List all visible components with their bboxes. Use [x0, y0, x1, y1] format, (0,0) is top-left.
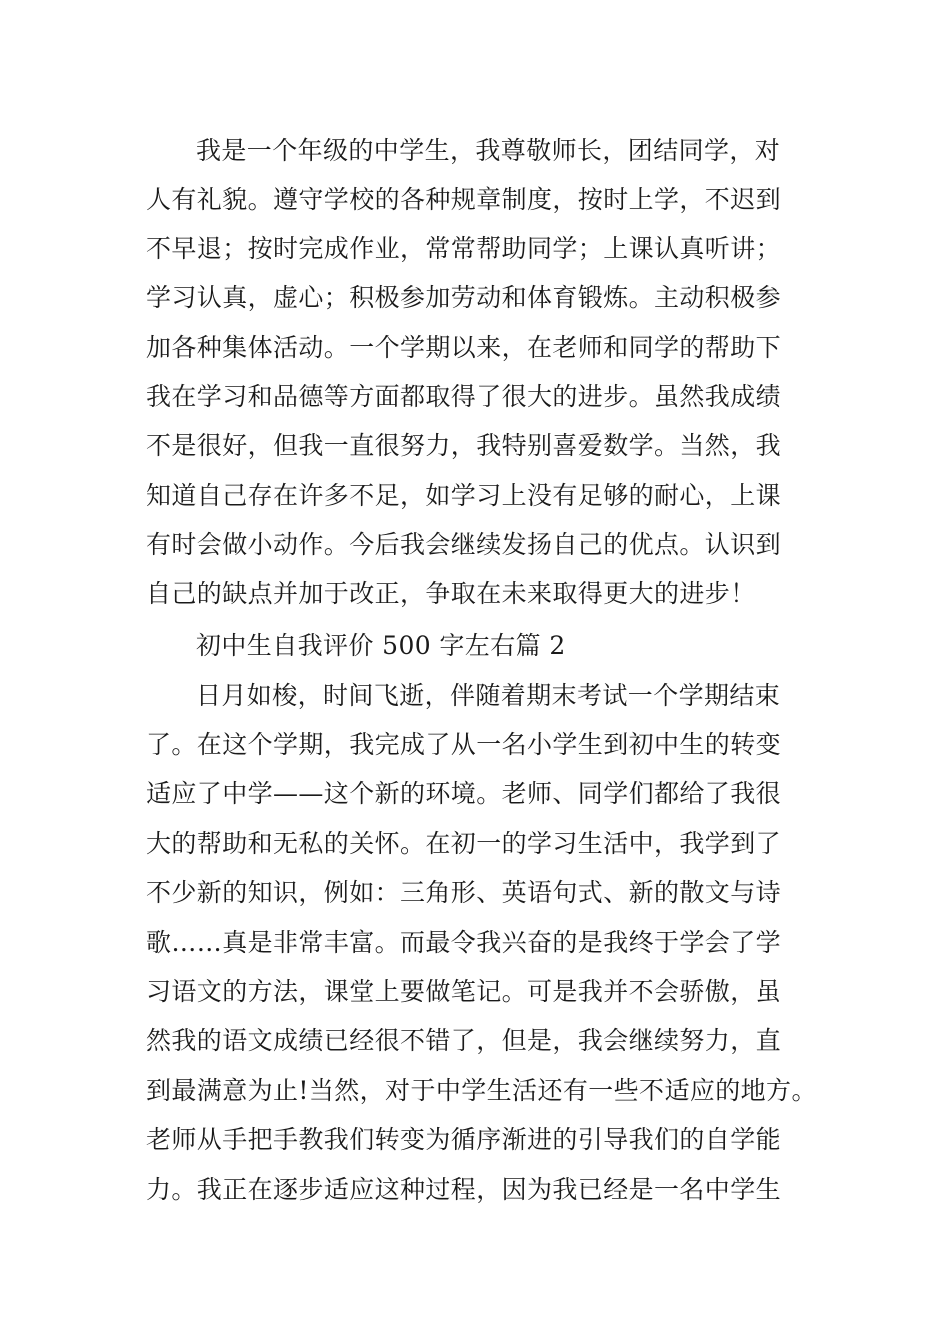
paragraph-1-line-4: 学习认真，虚心；积极参加劳动和体育锻炼。主动积极参 [146, 283, 782, 312]
paragraph-1-line-6: 我在学习和品德等方面都取得了很大的进步。虽然我成绩 [146, 382, 782, 411]
paragraph-1-line-1: 我是一个年级的中学生，我尊敬师长，团结同学，对 [196, 136, 781, 165]
paragraph-1-line-2: 人有礼貌。遵守学校的各种规章制度，按时上学，不迟到 [146, 185, 782, 214]
paragraph-2-line-9: 到最满意为止!当然，对于中学生活还有一些不适应的地方。 [146, 1076, 817, 1105]
paragraph-2-line-1: 日月如梭，时间飞逝，伴随着期末考试一个学期结束 [196, 681, 781, 710]
paragraph-2-line-3: 适应了中学——这个新的环境。老师、同学们都给了我很 [146, 779, 782, 808]
paragraph-2-line-4: 大的帮助和无私的关怀。在初一的学习生活中，我学到了 [146, 829, 782, 858]
paragraph-1-line-7: 不是很好，但我一直很努力，我特别喜爱数学。当然，我 [146, 431, 782, 460]
paragraph-2-line-6: 歌……真是非常丰富。而最令我兴奋的是我终于学会了学 [146, 928, 782, 957]
paragraph-1-line-8: 知道自己存在许多不足，如学习上没有足够的耐心，上课 [146, 481, 782, 510]
paragraph-1-line-3: 不早退；按时完成作业，常常帮助同学；上课认真听讲； [146, 234, 782, 263]
section-heading: 初中生自我评价 500 字左右篇 2 [196, 631, 566, 660]
paragraph-2-line-7: 习语文的方法，课堂上要做笔记。可是我并不会骄傲，虽 [146, 977, 782, 1006]
paragraph-2-line-10: 老师从手把手教我们转变为循序渐进的引导我们的自学能 [146, 1125, 782, 1154]
paragraph-1-line-10: 自己的缺点并加于改正，争取在未来取得更大的进步！ [146, 579, 756, 608]
paragraph-2-line-5: 不少新的知识，例如：三角形、英语句式、新的散文与诗 [146, 878, 782, 907]
paragraph-2-line-2: 了。在这个学期，我完成了从一名小学生到初中生的转变 [146, 730, 782, 759]
paragraph-2-line-8: 然我的语文成绩已经很不错了，但是，我会继续努力，直 [146, 1026, 782, 1055]
paragraph-2-line-11: 力。我正在逐步适应这种过程，因为我已经是一名中学生 [146, 1175, 782, 1204]
paragraph-1-line-9: 有时会做小动作。今后我会继续发扬自己的优点。认识到 [146, 530, 782, 559]
paragraph-1-line-5: 加各种集体活动。一个学期以来，在老师和同学的帮助下 [146, 333, 782, 362]
